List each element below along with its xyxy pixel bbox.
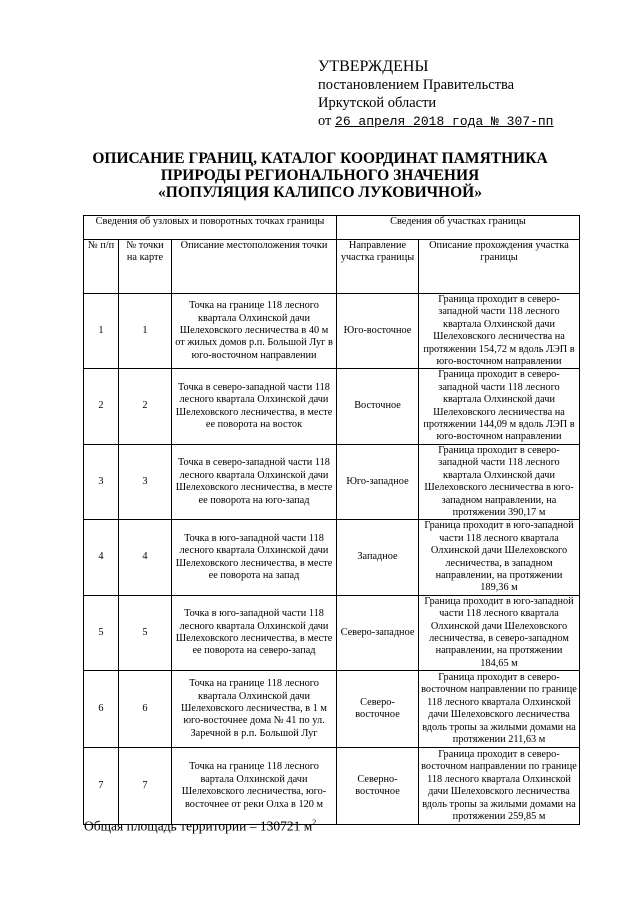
- table-row: [84, 671, 580, 748]
- table-row: [84, 369, 580, 444]
- cell-location: Точка в юго-западной части 118 лесного квартала Олхинской дачи Шелеховского лесничества, в месте ее поворота на северо-запад: [172, 595, 337, 670]
- cell-segment: Граница проходит в юго-западной части 118 лесного квартала Олхинской дачи Шелеховского лесничества, в северо-западном направлении, на протяжении 184,65 м: [419, 595, 580, 670]
- cell-point: 6: [119, 671, 172, 748]
- cell-num: 5: [84, 595, 119, 670]
- group-header-points: Сведения об узловых и поворотных точках границы: [84, 216, 337, 240]
- title-line-1: ОПИСАНИЕ ГРАНИЦ, КАТАЛОГ КООРДИНАТ ПАМЯТНИКА: [92, 150, 548, 167]
- cell-num: 2: [84, 369, 119, 444]
- cell-segment: Граница проходит в северо-западной части 118 лесного квартала Олхинской дачи Шелеховского лесничества на протяжении 154,72 м вдоль ЛЭП в юго-восточном направлении: [419, 294, 580, 369]
- cell-point: 2: [119, 369, 172, 444]
- approval-line-1: постановлением Правительства: [318, 77, 515, 93]
- cell-direction: Северо-восточное: [337, 671, 419, 748]
- cell-location: Точка в северо-западной части 118 лесного квартала Олхинской дачи Шелеховского лесничества, в месте ее поворота на восток: [172, 369, 337, 444]
- cell-direction: Юго-восточное: [337, 294, 419, 369]
- cell-segment: Граница проходит в северо-восточном направлении по границе 118 лесного квартала Олхинской дачи Шелеховского лесничества вдоль тропы за жилыми домами на протяжении 211,63 м: [419, 671, 580, 748]
- cell-num: 1: [84, 294, 119, 369]
- table-row: [84, 520, 580, 595]
- cell-direction: Юго-западное: [337, 444, 419, 519]
- approval-block: [318, 58, 618, 131]
- document-title: [40, 150, 600, 201]
- cell-segment: Граница проходит в северо-восточном направлении по границе 118 лесного квартала Олхинской дачи Шелеховского лесничества вдоль тропы за жилыми домами на протяжении 259,85 м: [419, 748, 580, 825]
- total-area-label: Общая площадь территории – 130721 м: [84, 818, 313, 834]
- table-row: [84, 595, 580, 670]
- approval-date-handwritten: 26 апреля 2018 года № 307-пп: [335, 114, 554, 129]
- title-line-3: «ПОПУЛЯЦИЯ КАЛИПСО ЛУКОВИЧНОЙ»: [158, 184, 482, 201]
- title-line-2: ПРИРОДЫ РЕГИОНАЛЬНОГО ЗНАЧЕНИЯ: [160, 167, 480, 184]
- cell-location: Точка в северо-западной части 118 лесного квартала Олхинской дачи Шелеховского лесничества, в месте ее поворота на юго-запад: [172, 444, 337, 519]
- cell-num: 6: [84, 671, 119, 748]
- approval-line-2: Иркутской области: [318, 95, 437, 111]
- cell-point: 3: [119, 444, 172, 519]
- approval-date-line: [318, 112, 618, 131]
- cell-direction: Северно-восточное: [337, 748, 419, 825]
- total-area: [84, 818, 316, 835]
- cell-segment: Граница проходит в юго-западной части 118 лесного квартала Олхинской дачи Шелеховского лесничества, в западном направлении, на протяжении 189,36 м: [419, 520, 580, 595]
- cell-segment: Граница проходит в северо-западной части 118 лесного квартала Олхинской дачи Шелеховского лесничества на протяжении 144,09 м вдоль ЛЭП в юго-восточном направлении: [419, 369, 580, 444]
- table-row: [84, 294, 580, 369]
- table-row: [84, 748, 580, 825]
- cell-point: 4: [119, 520, 172, 595]
- cell-location: Точка в юго-западной части 118 лесного квартала Олхинской дачи Шелеховского лесничества, в месте ее поворота на запад: [172, 520, 337, 595]
- cell-location: Точка на границе 118 лесного квартала Олхинской дачи Шелеховского лесничества в 40 м от жилых домов р.п. Большой Луг в юго-восточном направлении: [172, 294, 337, 369]
- col-header-num: № п/п: [84, 240, 119, 294]
- cell-num: 3: [84, 444, 119, 519]
- cell-num: 4: [84, 520, 119, 595]
- cell-point: 5: [119, 595, 172, 670]
- cell-location: Точка на границе 118 лесного квартала Олхинской дачи Шелеховского лесничества, в 1 м юго-восточнее дома № 41 по ул. Заречной в р.п. Большой Луг: [172, 671, 337, 748]
- col-header-location: Описание местоположения точки: [172, 240, 337, 294]
- cell-point: 7: [119, 748, 172, 825]
- col-header-map-point: № точки на карте: [119, 240, 172, 294]
- cell-num: 7: [84, 748, 119, 825]
- cell-location: Точка на границе 118 лесного вартала Олхинской дачи Шелеховского лесничества, юго-восточнее от реки Олха в 120 м: [172, 748, 337, 825]
- table-row: [84, 444, 580, 519]
- cell-direction: Северо-западное: [337, 595, 419, 670]
- cell-direction: Восточное: [337, 369, 419, 444]
- approval-heading: УТВЕРЖДЕНЫ: [318, 58, 429, 75]
- group-header-segments: Сведения об участках границы: [337, 216, 580, 240]
- col-header-direction: Направление участка границы: [337, 240, 419, 294]
- col-header-segment: Описание прохождения участка границы: [419, 240, 580, 294]
- approval-date-prefix: от: [318, 113, 332, 129]
- boundary-table: [83, 215, 580, 825]
- total-area-unit-power: 2: [312, 818, 317, 827]
- cell-direction: Западное: [337, 520, 419, 595]
- cell-segment: Граница проходит в северо-западной части 118 лесного квартала Олхинской дачи Шелеховского лесничества в юго-западном направлении, на протяжении 390,17 м: [419, 444, 580, 519]
- cell-point: 1: [119, 294, 172, 369]
